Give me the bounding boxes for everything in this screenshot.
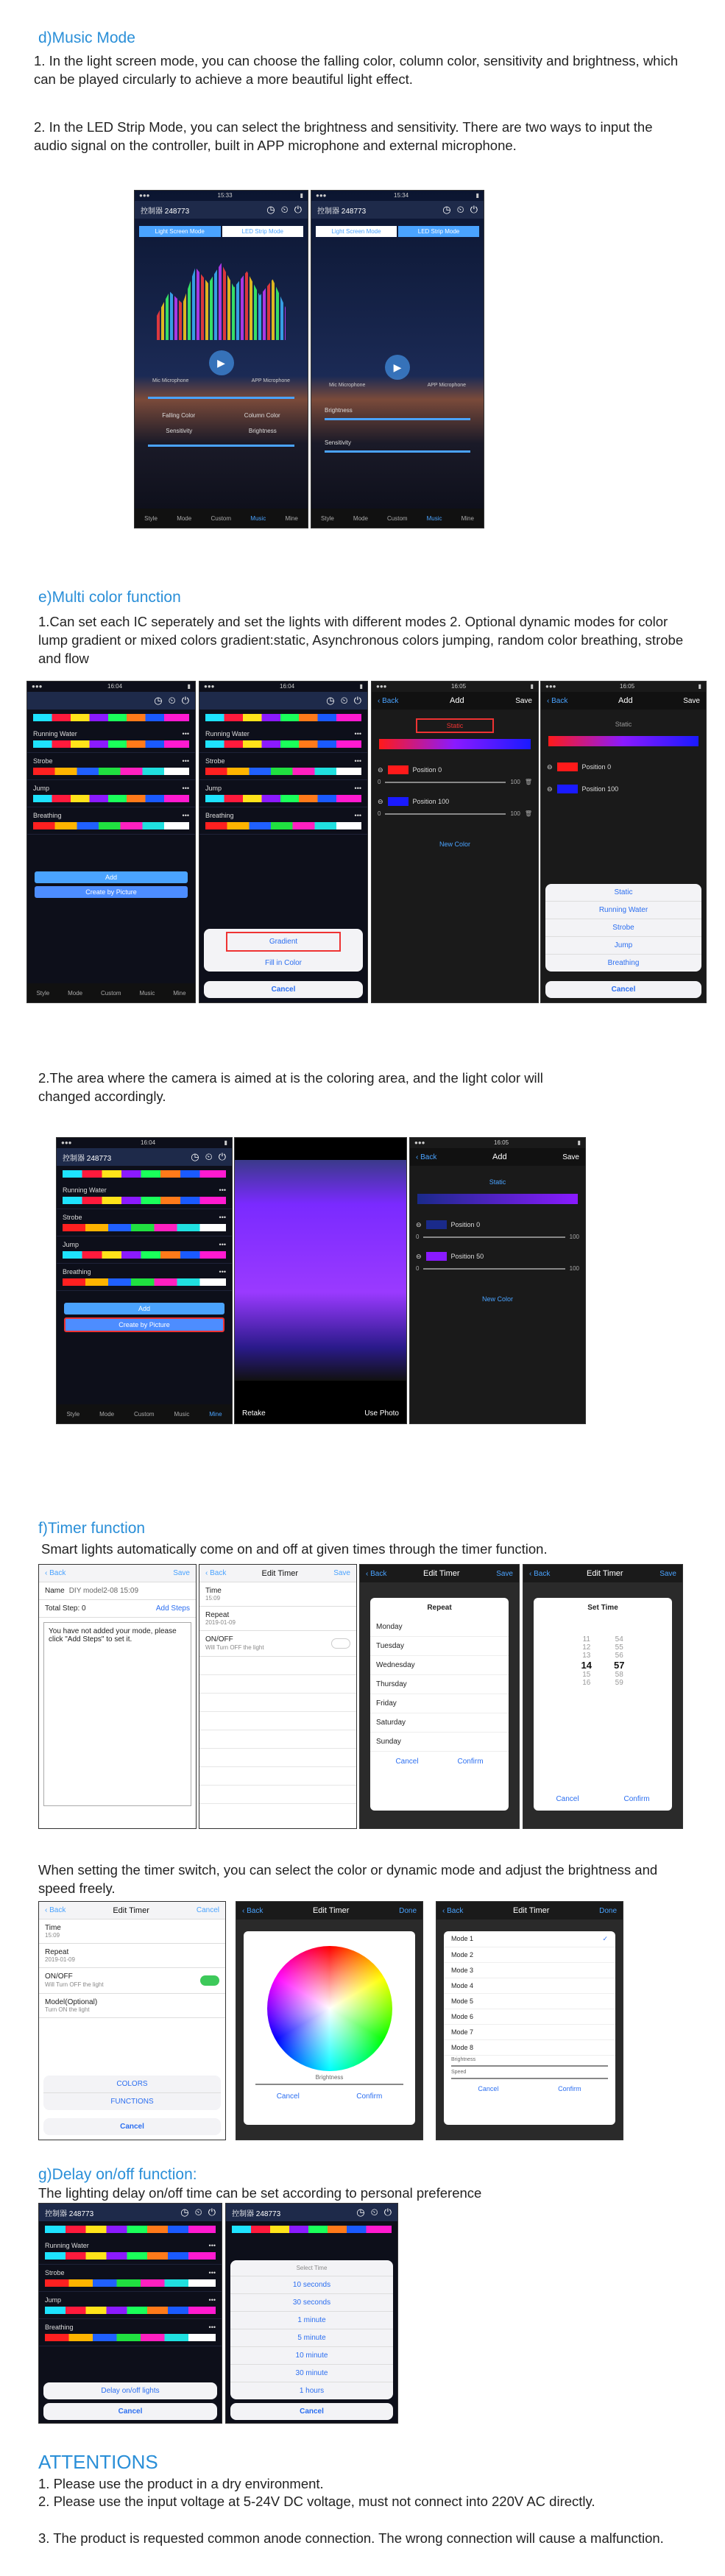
cancel-button[interactable]: Cancel <box>120 2123 144 2131</box>
bottom-tab-bar <box>311 509 484 528</box>
action-sheet <box>43 2382 217 2399</box>
onoff-toggle[interactable] <box>331 1638 350 1649</box>
falling-color-option[interactable]: Falling Color <box>162 412 196 419</box>
tab-music[interactable]: Music <box>250 514 266 522</box>
mode-option-strobe[interactable]: Strobe <box>545 919 701 937</box>
mode-item[interactable]: Mode 6 <box>444 2009 615 2025</box>
delay-sheet <box>230 2260 393 2399</box>
tab-mine[interactable]: Mine <box>461 514 474 522</box>
name-field[interactable]: DIY model2-08 15:09 <box>68 1587 139 1595</box>
tab-led-strip[interactable]: LED Strip Mode <box>398 226 479 237</box>
position-row-1: ⊖ Position 0 <box>378 765 442 774</box>
use-photo-button[interactable]: Use Photo <box>364 1409 399 1418</box>
mode-row-breathing[interactable]: Breathing ••• <box>57 1264 232 1291</box>
confirm-button[interactable]: Confirm <box>558 2085 581 2092</box>
top-bar <box>199 692 367 710</box>
phone-multi-list: ●●● 16:04 ▮ ◷ ⏲ ⏻ Running Water ••• Strobe ••• Jump ••• Breathing ••• Add Create by Picture Style Mode Custom Music Mine <box>26 681 196 1003</box>
day-wednesday[interactable]: Wednesday <box>370 1656 509 1675</box>
tab-custom[interactable]: Custom <box>101 989 121 997</box>
day-friday[interactable]: Friday <box>370 1694 509 1713</box>
power-icon[interactable]: ⏻ <box>208 2207 216 2218</box>
time-row[interactable]: Time 15:09 <box>39 1919 225 1944</box>
brightness-slider[interactable] <box>451 2065 608 2067</box>
speed-slider[interactable] <box>451 2078 608 2079</box>
repeat-row[interactable]: Repeat 2019-01-09 <box>199 1607 356 1631</box>
multi-paragraph-1: 1.Can set each IC seperately and set the lights with different modes 2. Optional dynamic modes for color lump gradient or mixed colors gradient:static, Asynchronous colors jumping, random color breathing, strobe and flow <box>38 614 684 666</box>
mode-row-running-water[interactable]: Running Water ••• <box>57 1182 232 1209</box>
add-button[interactable]: Add <box>64 1303 224 1314</box>
position-row-2: ⊖ Position 100 <box>378 797 450 805</box>
mode-row-jump[interactable]: Jump ••• <box>27 780 195 807</box>
select-time-title: Select Time <box>230 2260 393 2276</box>
day-saturday[interactable]: Saturday <box>370 1713 509 1733</box>
color-strip <box>45 2226 216 2233</box>
position-slider[interactable] <box>423 1268 565 1270</box>
color-swatch[interactable] <box>557 785 578 793</box>
gradient-preview <box>379 739 531 749</box>
phone-timer-steps: ‹ Back Save Name DIY model2-08 15:09 Total Step: 0 Add Steps You have not added your mode, please click "Add Steps" to set it. <box>38 1564 197 1829</box>
power-icon[interactable]: ⏻ <box>470 204 478 215</box>
nav-bar: ‹ Back Add Save <box>541 692 706 710</box>
play-button[interactable]: ▶ <box>209 350 234 375</box>
cancel-button[interactable]: Cancel <box>556 1795 579 1803</box>
static-mode-selector[interactable]: Static <box>615 721 632 728</box>
color-strip <box>63 1170 226 1178</box>
sensitivity-option[interactable]: Sensitivity <box>166 428 193 434</box>
done-button[interactable]: Done <box>399 1906 417 1915</box>
timer-icon[interactable]: ⏲ <box>168 695 176 706</box>
confirm-button[interactable]: Confirm <box>356 2092 383 2101</box>
app-mic-option[interactable]: APP Microphone <box>251 378 290 383</box>
mode-row-running-water[interactable]: Running Water ••• <box>39 2237 222 2265</box>
phone-music-led-strip <box>311 190 484 528</box>
phone-camera <box>234 1137 407 1424</box>
timer-icon[interactable]: ⏲ <box>340 695 348 706</box>
tab-mine[interactable]: Mine <box>173 989 186 997</box>
functions-option[interactable]: FUNCTIONS <box>110 2098 154 2106</box>
bottom-tab-bar <box>57 1404 232 1423</box>
remove-icon[interactable]: ⊖ <box>378 797 383 805</box>
static-mode-selector[interactable]: Static <box>489 1178 506 1186</box>
delay-option[interactable]: 5 minute <box>230 2329 393 2347</box>
color-swatch[interactable] <box>426 1252 447 1261</box>
cancel-sheet <box>204 981 363 998</box>
mode-item[interactable]: Mode 8 <box>444 2040 615 2056</box>
nav-bar <box>372 692 538 710</box>
back-button[interactable]: ‹ Back <box>547 696 568 705</box>
mode-option-static[interactable]: Static <box>545 884 701 902</box>
mode-row-breathing[interactable]: Breathing ••• <box>39 2319 222 2346</box>
fill-in-color-option[interactable]: Fill in Color <box>264 959 302 967</box>
onoff-row[interactable]: ON/OFF Will Turn OFF the light <box>199 1631 356 1657</box>
phone-set-time: ‹ Back Edit Timer Save Set Time 11 12 13 14 15 16 54 55 56 57 58 59 Cancel Confirm <box>523 1564 683 1829</box>
attention-item-1: 1. Please use the product in a dry environment. <box>38 2476 324 2491</box>
timer-icon[interactable]: ⏲ <box>456 204 464 215</box>
create-by-picture-button[interactable]: Create by Picture <box>35 886 188 898</box>
tab-light-screen[interactable]: Light Screen Mode <box>316 226 397 237</box>
gradient-preview <box>548 736 699 746</box>
position-slider[interactable] <box>423 1236 565 1238</box>
delay-option[interactable]: 30 minute <box>230 2365 393 2382</box>
tab-custom[interactable]: Custom <box>387 514 408 522</box>
back-button[interactable]: ‹ Back <box>366 1569 387 1578</box>
attentions-heading: ATTENTIONS <box>38 2451 158 2473</box>
day-thursday[interactable]: Thursday <box>370 1675 509 1694</box>
set-time-dialog: Set Time 11 12 13 14 15 16 54 55 56 57 58 59 Cancel Confirm <box>534 1598 672 1811</box>
brightness-label: Brightness <box>325 407 353 414</box>
phone-music-light-screen <box>134 190 308 528</box>
time-picker[interactable]: 11 12 13 14 15 16 54 55 56 57 58 59 <box>581 1635 625 1687</box>
brightness-slider[interactable] <box>325 418 470 420</box>
tab-light-screen[interactable]: Light Screen Mode <box>139 226 221 237</box>
back-button[interactable]: ‹ Back <box>45 1906 66 1914</box>
cancel-button[interactable]: Cancel <box>611 986 636 994</box>
phone-delay-options <box>225 2203 398 2424</box>
phone-edit-timer: ‹ Back Edit Timer Save Time 15:09 Repeat 2019-01-09 ON/OFF Will Turn OFF the light <box>199 1564 357 1829</box>
remove-icon[interactable]: ⊖ <box>416 1252 422 1260</box>
cancel-button[interactable]: Cancel <box>271 986 296 994</box>
mode-item[interactable]: Mode 3 <box>444 1963 615 1978</box>
confirm-button[interactable]: Confirm <box>623 1795 650 1803</box>
power-icon[interactable]: ⏻ <box>353 695 361 706</box>
mode-row-jump[interactable]: Jump ••• <box>39 2292 222 2319</box>
tab-mine[interactable]: Mine <box>285 514 298 522</box>
repeat-row[interactable]: Repeat 2019-01-09 <box>39 1944 225 1968</box>
mode-option-breathing[interactable]: Breathing <box>607 959 640 967</box>
delay-option[interactable]: 1 hours <box>299 2387 325 2395</box>
mode-row-breathing[interactable]: Breathing ••• <box>199 807 367 835</box>
back-button[interactable]: ‹ Back <box>205 1569 227 1577</box>
power-icon[interactable]: ⏻ <box>294 204 302 215</box>
progress-slider[interactable] <box>148 397 294 399</box>
music-paragraph-2: 2. In the LED Strip Mode, you can select the brightness and sensitivity. There are two ways to input the audio signal on the controller, built in APP microphone and external microphone. <box>34 119 653 153</box>
model-row[interactable]: Model(Optional) Turn ON the light <box>39 1994 225 2018</box>
tab-music[interactable]: Music <box>139 989 155 997</box>
clock-icon[interactable]: ◷ <box>154 695 163 706</box>
phone-add-mode-sheet: ●●● 16:05 ▮ ‹ Back Add Save Static ⊖ Position 0 ⊖ Position 100 Static Running Water Strobe Jump Breathing Cancel <box>540 681 707 1003</box>
delay-option[interactable]: 10 seconds <box>230 2276 393 2294</box>
day-tuesday[interactable]: Tuesday <box>370 1637 509 1656</box>
mode-item[interactable]: Mode 1 ✓ <box>444 1931 615 1947</box>
save-button[interactable]: Save <box>333 1569 350 1577</box>
phone-multi-sheet: ●●● 16:04 ▮ ◷ ⏲ ⏻ Running Water ••• Strobe ••• Jump ••• Breathing ••• Gradient Fill in Color Cancel <box>199 681 368 1003</box>
colors-option[interactable]: COLORS <box>43 2076 221 2093</box>
tab-mode[interactable]: Mode <box>99 1410 115 1418</box>
mode-row-jump[interactable]: Jump ••• <box>199 780 367 807</box>
tab-style[interactable]: Style <box>321 514 334 522</box>
delay-option[interactable]: 30 seconds <box>230 2294 393 2312</box>
repeat-dialog: Repeat Monday Tuesday Wednesday Thursday Friday Saturday Sunday Cancel Confirm <box>370 1598 509 1811</box>
power-icon[interactable]: ⏻ <box>383 2207 392 2218</box>
attention-item-2: 2. Please use the input voltage at 5-24V DC voltage, must not connect into 220V AC directly. <box>38 2494 595 2509</box>
mode-item[interactable]: Mode 7 <box>444 2025 615 2040</box>
onoff-row[interactable]: ON/OFF Will Turn OFF the light <box>39 1968 225 1994</box>
status-bar: ●●● 15:34 ▮ <box>316 192 479 199</box>
clock-icon[interactable]: ◷ <box>191 1151 199 1162</box>
delay-option[interactable]: 1 minute <box>230 2312 393 2329</box>
tab-style[interactable]: Style <box>66 1410 80 1418</box>
mode-row-strobe[interactable]: Strobe ••• <box>57 1209 232 1236</box>
color-swatch[interactable] <box>388 797 409 806</box>
color-swatch[interactable] <box>426 1220 447 1229</box>
confirm-button[interactable]: Confirm <box>457 1758 484 1766</box>
new-color-link[interactable]: New Color <box>481 1295 513 1303</box>
retake-button[interactable]: Retake <box>242 1409 266 1418</box>
mode-item[interactable]: Mode 2 <box>444 1947 615 1963</box>
nav-bar: ‹ Back Add Save <box>410 1148 585 1166</box>
mode-item[interactable]: Mode 4 <box>444 1978 615 1994</box>
gradient-option[interactable]: Gradient <box>226 932 341 952</box>
phone-create-by-picture: ●●● 16:04 ▮ 控制器 248773 ◷ ⏲ ⏻ Running Water ••• Strobe ••• Jump ••• Breathing ••• Add Create by Picture Style Mode Custom Music Mine <box>56 1137 233 1424</box>
done-button[interactable]: Done <box>599 1906 617 1915</box>
color-wheel[interactable] <box>267 1946 392 2071</box>
new-color-link[interactable]: New Color <box>439 841 470 848</box>
save-button[interactable]: Save <box>515 696 532 705</box>
phone-add-static: ●●● 16:05 ▮ ‹ Back Add Save Static ⊖ Position 0 0 100 🗑 ⊖ Position 100 0 100 🗑 New Color <box>371 681 539 1003</box>
mic-option[interactable]: Mic Microphone <box>152 378 189 383</box>
device-title: 控制器 248773 <box>317 207 367 216</box>
music-paragraph-1: 1. In the light screen mode, you can choose the falling color, column color, sensitivity and brightness, which can be played circularly to achieve a more beautiful light effect. <box>34 53 679 87</box>
tab-mode[interactable]: Mode <box>177 514 192 522</box>
color-strip <box>205 714 361 721</box>
power-icon[interactable]: ⏻ <box>181 695 189 706</box>
back-button[interactable]: ‹ Back <box>45 1569 66 1577</box>
cancel-button[interactable]: Cancel <box>478 2085 499 2092</box>
phone-edit-timer-actions: ‹ Back Edit Timer Cancel Time 15:09 Repeat 2019-01-09 ON/OFF Will Turn OFF the light Model(Optional) Turn ON the light COLORS FUNCTIONS Cancel <box>38 1901 226 2140</box>
timer-paragraph-1: Smart lights automatically come on and off at given times through the timer function. <box>41 1541 548 1557</box>
day-monday[interactable]: Monday <box>370 1618 509 1637</box>
cancel-sheet <box>43 2118 221 2135</box>
clock-icon[interactable]: ◷ <box>326 695 335 706</box>
remove-icon[interactable]: ⊖ <box>547 785 553 793</box>
cancel-button[interactable]: Cancel <box>300 2407 324 2416</box>
app-mic-option[interactable]: APP Microphone <box>427 383 466 388</box>
delay-onoff-option[interactable]: Delay on/off lights <box>101 2387 160 2395</box>
empty-hint: You have not added your mode, please click "Add Steps" to set it. <box>43 1622 191 1806</box>
top-bar: 控制器 248773 ◷ ⏲ ⏻ <box>57 1148 232 1166</box>
top-bar <box>135 201 308 219</box>
mode-row-strobe[interactable]: Strobe ••• <box>199 753 367 780</box>
day-sunday[interactable]: Sunday <box>370 1733 509 1752</box>
sensitivity-label: Sensitivity <box>325 439 352 446</box>
delay-option[interactable]: 10 minute <box>230 2347 393 2365</box>
save-button[interactable]: Save <box>562 1153 579 1161</box>
top-bar: 控制器 248773 ◷ ⏲ ⏻ <box>39 2204 222 2221</box>
back-button[interactable]: ‹ Back <box>378 696 399 705</box>
bottom-tab-bar <box>27 983 195 1002</box>
phone-add-from-photo: ●●● 16:05 ▮ ‹ Back Add Save Static ⊖ Position 0 0 100 ⊖ Position 50 0 100 New Color <box>409 1137 586 1424</box>
static-mode-selector[interactable]: Static <box>416 718 494 733</box>
camera-preview <box>235 1160 406 1381</box>
delay-paragraph: The lighting delay on/off time can be set according to personal preference <box>38 2185 482 2201</box>
tab-style[interactable]: Style <box>144 514 158 522</box>
timer-icon[interactable]: ⏲ <box>280 204 289 215</box>
phone-delay-list <box>38 2203 222 2424</box>
tab-custom[interactable]: Custom <box>134 1410 155 1418</box>
mode-row-jump[interactable]: Jump ••• <box>57 1236 232 1264</box>
mode-row-breathing[interactable]: Breathing ••• <box>27 807 195 835</box>
timer-icon[interactable]: ⏲ <box>205 1151 213 1162</box>
back-button[interactable]: ‹ Back <box>242 1906 264 1915</box>
mode-row-strobe[interactable]: Strobe ••• <box>27 753 195 780</box>
save-button[interactable]: Save <box>496 1569 513 1578</box>
remove-icon[interactable]: ⊖ <box>547 762 553 771</box>
tab-custom[interactable]: Custom <box>211 514 232 522</box>
mode-row-strobe[interactable]: Strobe ••• <box>39 2265 222 2292</box>
back-button[interactable]: ‹ Back <box>442 1906 464 1915</box>
save-button[interactable]: Save <box>173 1569 190 1577</box>
tab-mode[interactable]: Mode <box>353 514 368 522</box>
brightness-slider[interactable] <box>148 445 294 447</box>
section-heading-multi-color: e)Multi color function <box>38 589 181 606</box>
top-bar <box>27 692 195 710</box>
add-button[interactable]: Add <box>35 871 188 883</box>
tab-mine[interactable]: Mine <box>209 1410 222 1418</box>
position-slider[interactable] <box>385 813 506 815</box>
onoff-toggle[interactable] <box>200 1975 219 1986</box>
remove-icon[interactable]: ⊖ <box>416 1220 422 1228</box>
mode-sheet <box>545 884 701 972</box>
gradient-preview <box>417 1194 578 1204</box>
mode-row-running-water[interactable]: Running Water ••• <box>27 726 195 753</box>
delete-icon[interactable]: 🗑 <box>524 779 532 785</box>
back-button[interactable]: ‹ Back <box>529 1569 551 1578</box>
tab-style[interactable]: Style <box>36 989 50 997</box>
action-sheet <box>43 2076 221 2110</box>
bottom-tab-bar <box>135 509 308 528</box>
mode-tabs <box>135 219 308 244</box>
back-button[interactable]: ‹ Back <box>416 1153 437 1161</box>
color-dialog: Brightness Cancel Confirm <box>244 1931 415 2125</box>
add-steps-button[interactable]: Add Steps <box>155 1604 190 1613</box>
device-title: 控制器 248773 <box>141 207 190 216</box>
multi-paragraph-2: 2.The area where the camera is aimed at is the coloring area, and the light color will changed accordingly. <box>38 1070 543 1104</box>
mode-option-jump[interactable]: Jump <box>545 937 701 955</box>
tab-music[interactable]: Music <box>174 1410 190 1418</box>
play-button[interactable]: ▶ <box>385 355 410 380</box>
position-slider[interactable] <box>385 782 506 783</box>
attention-item-3: 3. The product is requested common anode connection. The wrong connection will cause a malfunction. <box>38 2530 664 2546</box>
status-bar: ●●● 15:33 ▮ <box>139 192 303 199</box>
sensitivity-slider[interactable] <box>325 450 470 453</box>
clock-icon[interactable]: ◷ <box>266 204 275 215</box>
timer-paragraph-2: When setting the timer switch, you can select the color or dynamic mode and adjust the brightness and speed freely. <box>38 1862 658 1896</box>
power-icon[interactable]: ⏻ <box>218 1151 226 1162</box>
clock-icon[interactable]: ◷ <box>442 204 451 215</box>
phone-color-wheel: ‹ Back Edit Timer Done Brightness Cancel Confirm <box>236 1901 423 2140</box>
page-title: Add <box>449 696 464 705</box>
brightness-option[interactable]: Brightness <box>248 428 277 434</box>
tab-music[interactable]: Music <box>426 514 442 522</box>
save-button[interactable]: Save <box>683 696 700 705</box>
time-row[interactable]: Time 15:09 <box>199 1582 356 1607</box>
cancel-button[interactable]: Cancel <box>276 2092 300 2101</box>
clock-icon[interactable]: ◷ <box>356 2207 365 2218</box>
delete-icon[interactable]: 🗑 <box>524 810 532 817</box>
cancel-sheet <box>43 2403 217 2420</box>
save-button[interactable]: Save <box>659 1569 676 1578</box>
mode-item[interactable]: Mode 5 <box>444 1994 615 2009</box>
color-swatch[interactable] <box>388 765 409 774</box>
section-heading-music: d)Music Mode <box>38 29 135 46</box>
mode-dialog: Mode 1 ✓ Mode 2 Mode 3 Mode 4 Mode 5 Mode 6 Mode 7 Mode 8 Brightness Speed Cancel Confirm <box>444 1931 615 2125</box>
spectrum-visualizer <box>157 259 286 340</box>
phone-repeat-dialog: ‹ Back Edit Timer Save Repeat Monday Tuesday Wednesday Thursday Friday Saturday Sunday Cancel Confirm <box>359 1564 520 1829</box>
top-bar <box>311 201 484 219</box>
mode-tabs <box>311 219 484 244</box>
phone-mode-list: ‹ Back Edit Timer Done Mode 1 ✓ Mode 2 Mode 3 Mode 4 Mode 5 Mode 6 Mode 7 Mode 8 Brightness Speed Cancel Confirm <box>436 1901 623 2140</box>
cancel-button[interactable]: Cancel <box>118 2407 143 2416</box>
tab-mode[interactable]: Mode <box>68 989 83 997</box>
cancel-sheet <box>545 981 701 998</box>
cancel-top-button[interactable]: Cancel <box>196 1906 219 1914</box>
action-sheet <box>204 929 363 972</box>
cancel-sheet <box>230 2403 393 2420</box>
timer-icon[interactable]: ⏲ <box>370 2207 378 2218</box>
mic-option[interactable]: Mic Microphone <box>329 383 366 388</box>
cancel-button[interactable]: Cancel <box>395 1758 419 1766</box>
timer-icon[interactable]: ⏲ <box>194 2207 202 2218</box>
section-heading-timer: f)Timer function <box>38 1520 146 1537</box>
mode-row-running-water[interactable]: Running Water ••• <box>199 726 367 753</box>
section-heading-delay: g)Delay on/off function: <box>38 2166 197 2183</box>
remove-icon[interactable]: ⊖ <box>378 765 383 774</box>
color-swatch[interactable] <box>557 762 578 771</box>
tab-led-strip[interactable]: LED Strip Mode <box>222 226 304 237</box>
clock-icon[interactable]: ◷ <box>180 2207 189 2218</box>
color-strip <box>33 714 189 721</box>
create-by-picture-button[interactable]: Create by Picture <box>64 1317 224 1332</box>
brightness-slider[interactable] <box>255 2084 403 2085</box>
mode-option-running-water[interactable]: Running Water <box>545 902 701 919</box>
column-color-option[interactable]: Column Color <box>244 412 280 419</box>
top-bar: 控制器 248773 ◷ ⏲ ⏻ <box>226 2204 397 2221</box>
color-strip <box>232 2226 392 2233</box>
